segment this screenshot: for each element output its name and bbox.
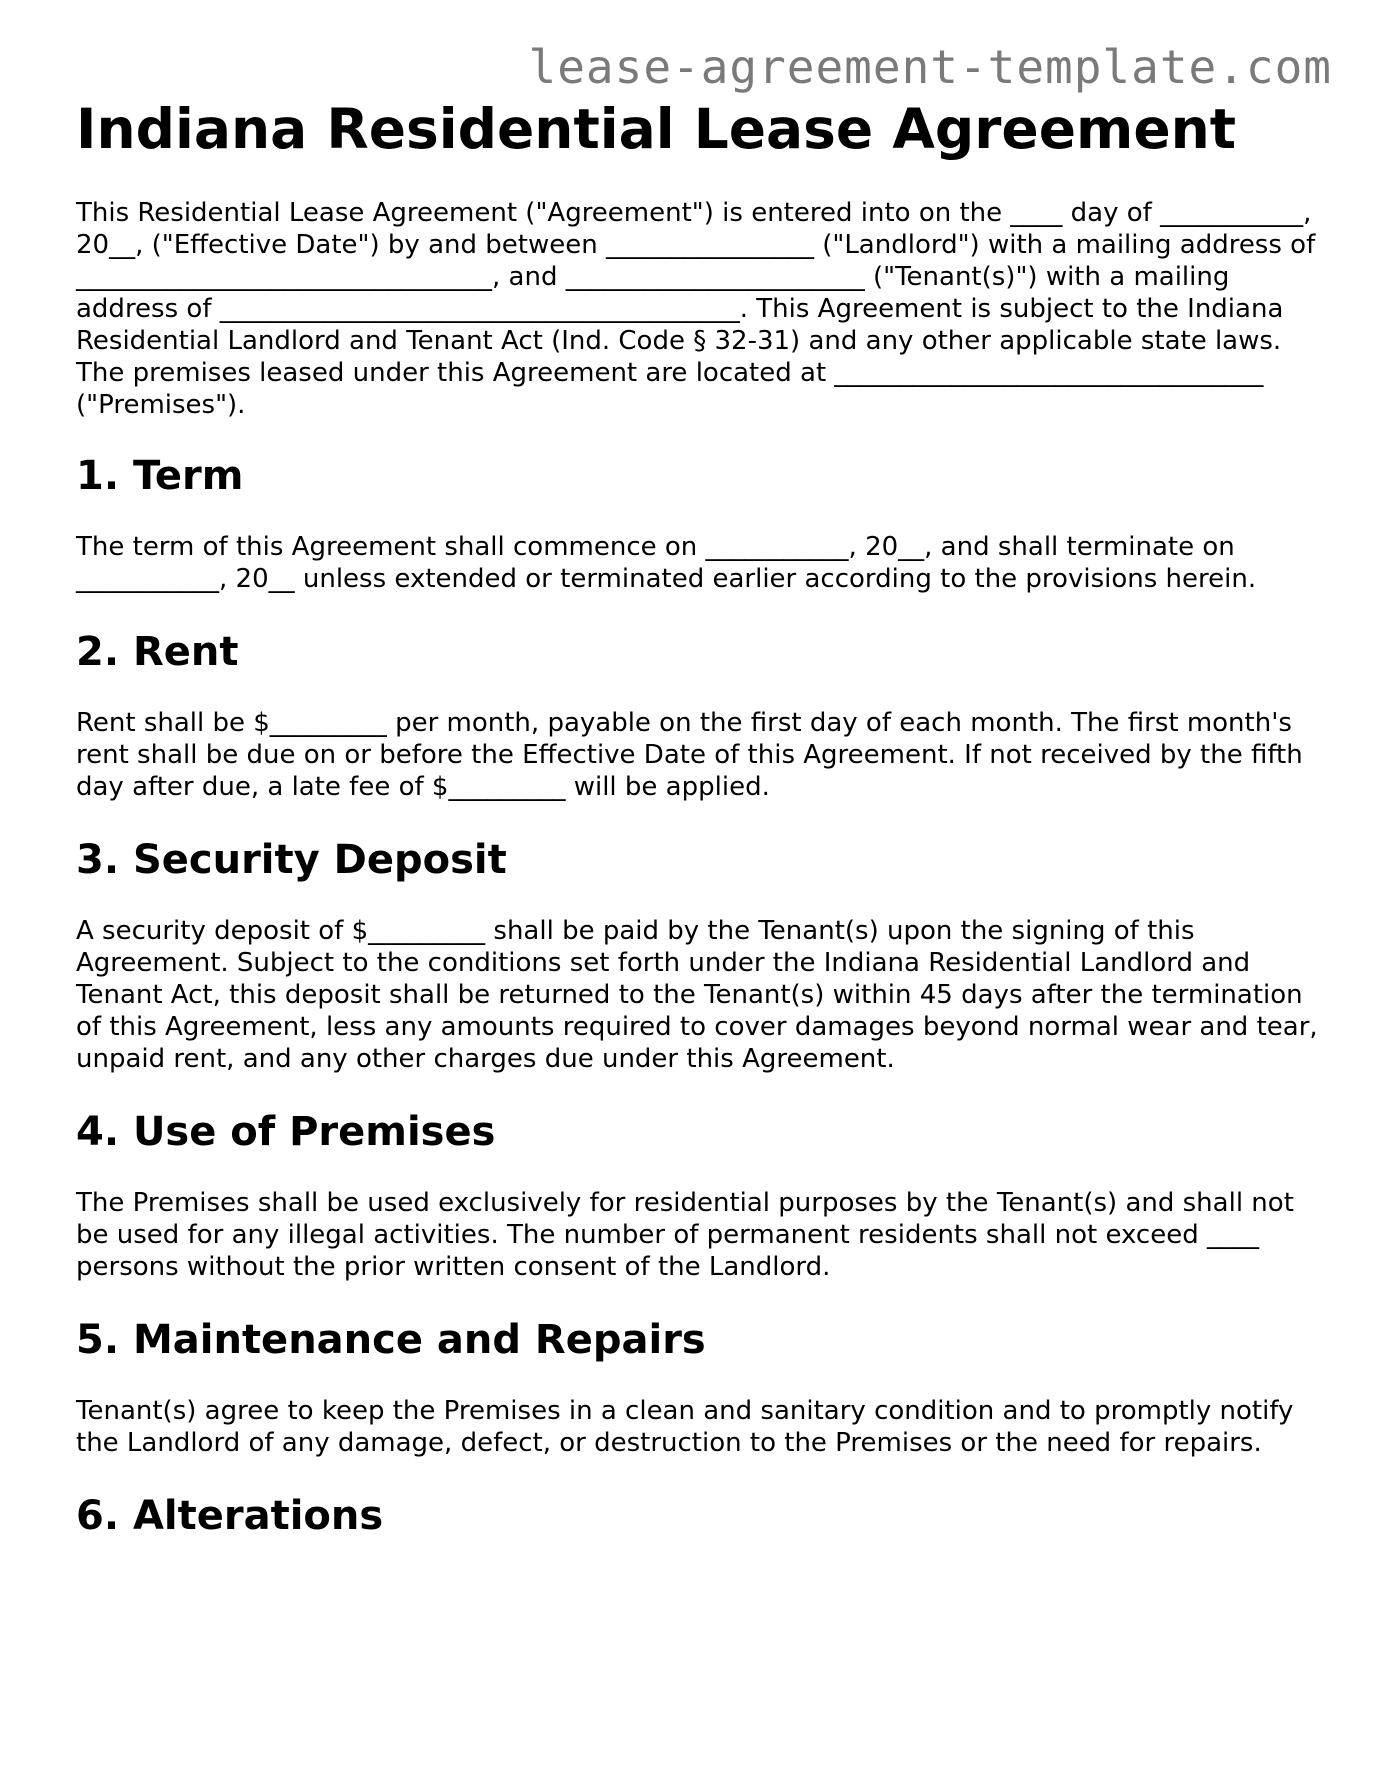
section-heading: 2. Rent [76,629,239,675]
section-heading: 1. Term [76,453,244,499]
section-term [76,451,1321,595]
section-security-deposit [76,835,1321,1075]
section-heading: 6. Alterations [76,1493,384,1539]
section-heading: 4. Use of Premises [76,1109,496,1155]
document-title: Indiana Residential Lease Agreement [76,97,1237,161]
intro-paragraph: This Residential Lease Agreement ("Agreement") is entered into on the ____ day of ___________, 20__, ("Effective Date") by and between ________________ ("Landlord") with a mailing address of ________________________________, and _______________________ ("Tenant(s)") with a mailing address of ________________________________________. This Agreement is subject to the Indiana Residential Landlord and Tenant Act (Ind. Code § 32-31) and any other applicable state laws. The premises leased under this Agreement are located at _________________________________ ("Premises"). [76,198,1316,420]
section-rent [76,627,1321,803]
section-body: Rent shall be $_________ per month, payable on the first day of each month. The first month's rent shall be due on or before the Effective Date of this Agreement. If not received by the fifth day after due, a late fee of $_________ will be applied. [76,708,1303,802]
site-watermark: lease-agreement-template.com [528,40,1332,94]
section-heading: 3. Security Deposit [76,837,507,883]
section-body: Tenant(s) agree to keep the Premises in a clean and sanitary condition and to promptly notify the Landlord of any damage, defect, or destruction to the Premises or the need for repairs. [76,1396,1294,1458]
section-body: A security deposit of $_________ shall be paid by the Tenant(s) upon the signing of this Agreement. Subject to the conditions set forth under the Indiana Residential Landlord and Tenant Act, this deposit shall be returned to the Tenant(s) within 45 days after the termination of this Agreement, less any amounts required to cover damages beyond normal wear and tear, unpaid rent, and any other charges due under this Agreement. [76,916,1318,1074]
section-heading: 5. Maintenance and Repairs [76,1317,706,1363]
document-body [76,197,1321,1571]
section-body: The Premises shall be used exclusively for residential purposes by the Tenant(s) and shall not be used for any illegal activities. The number of permanent residents shall not exceed ____ persons without the prior written consent of the Landlord. [76,1188,1294,1282]
section-alterations [76,1491,1321,1541]
section-maintenance-and-repairs [76,1315,1321,1459]
section-use-of-premises [76,1107,1321,1283]
section-body: The term of this Agreement shall commence on ___________, 20__, and shall terminate on ___________, 20__ unless extended or terminated earlier according to the provisions herein. [76,532,1257,594]
